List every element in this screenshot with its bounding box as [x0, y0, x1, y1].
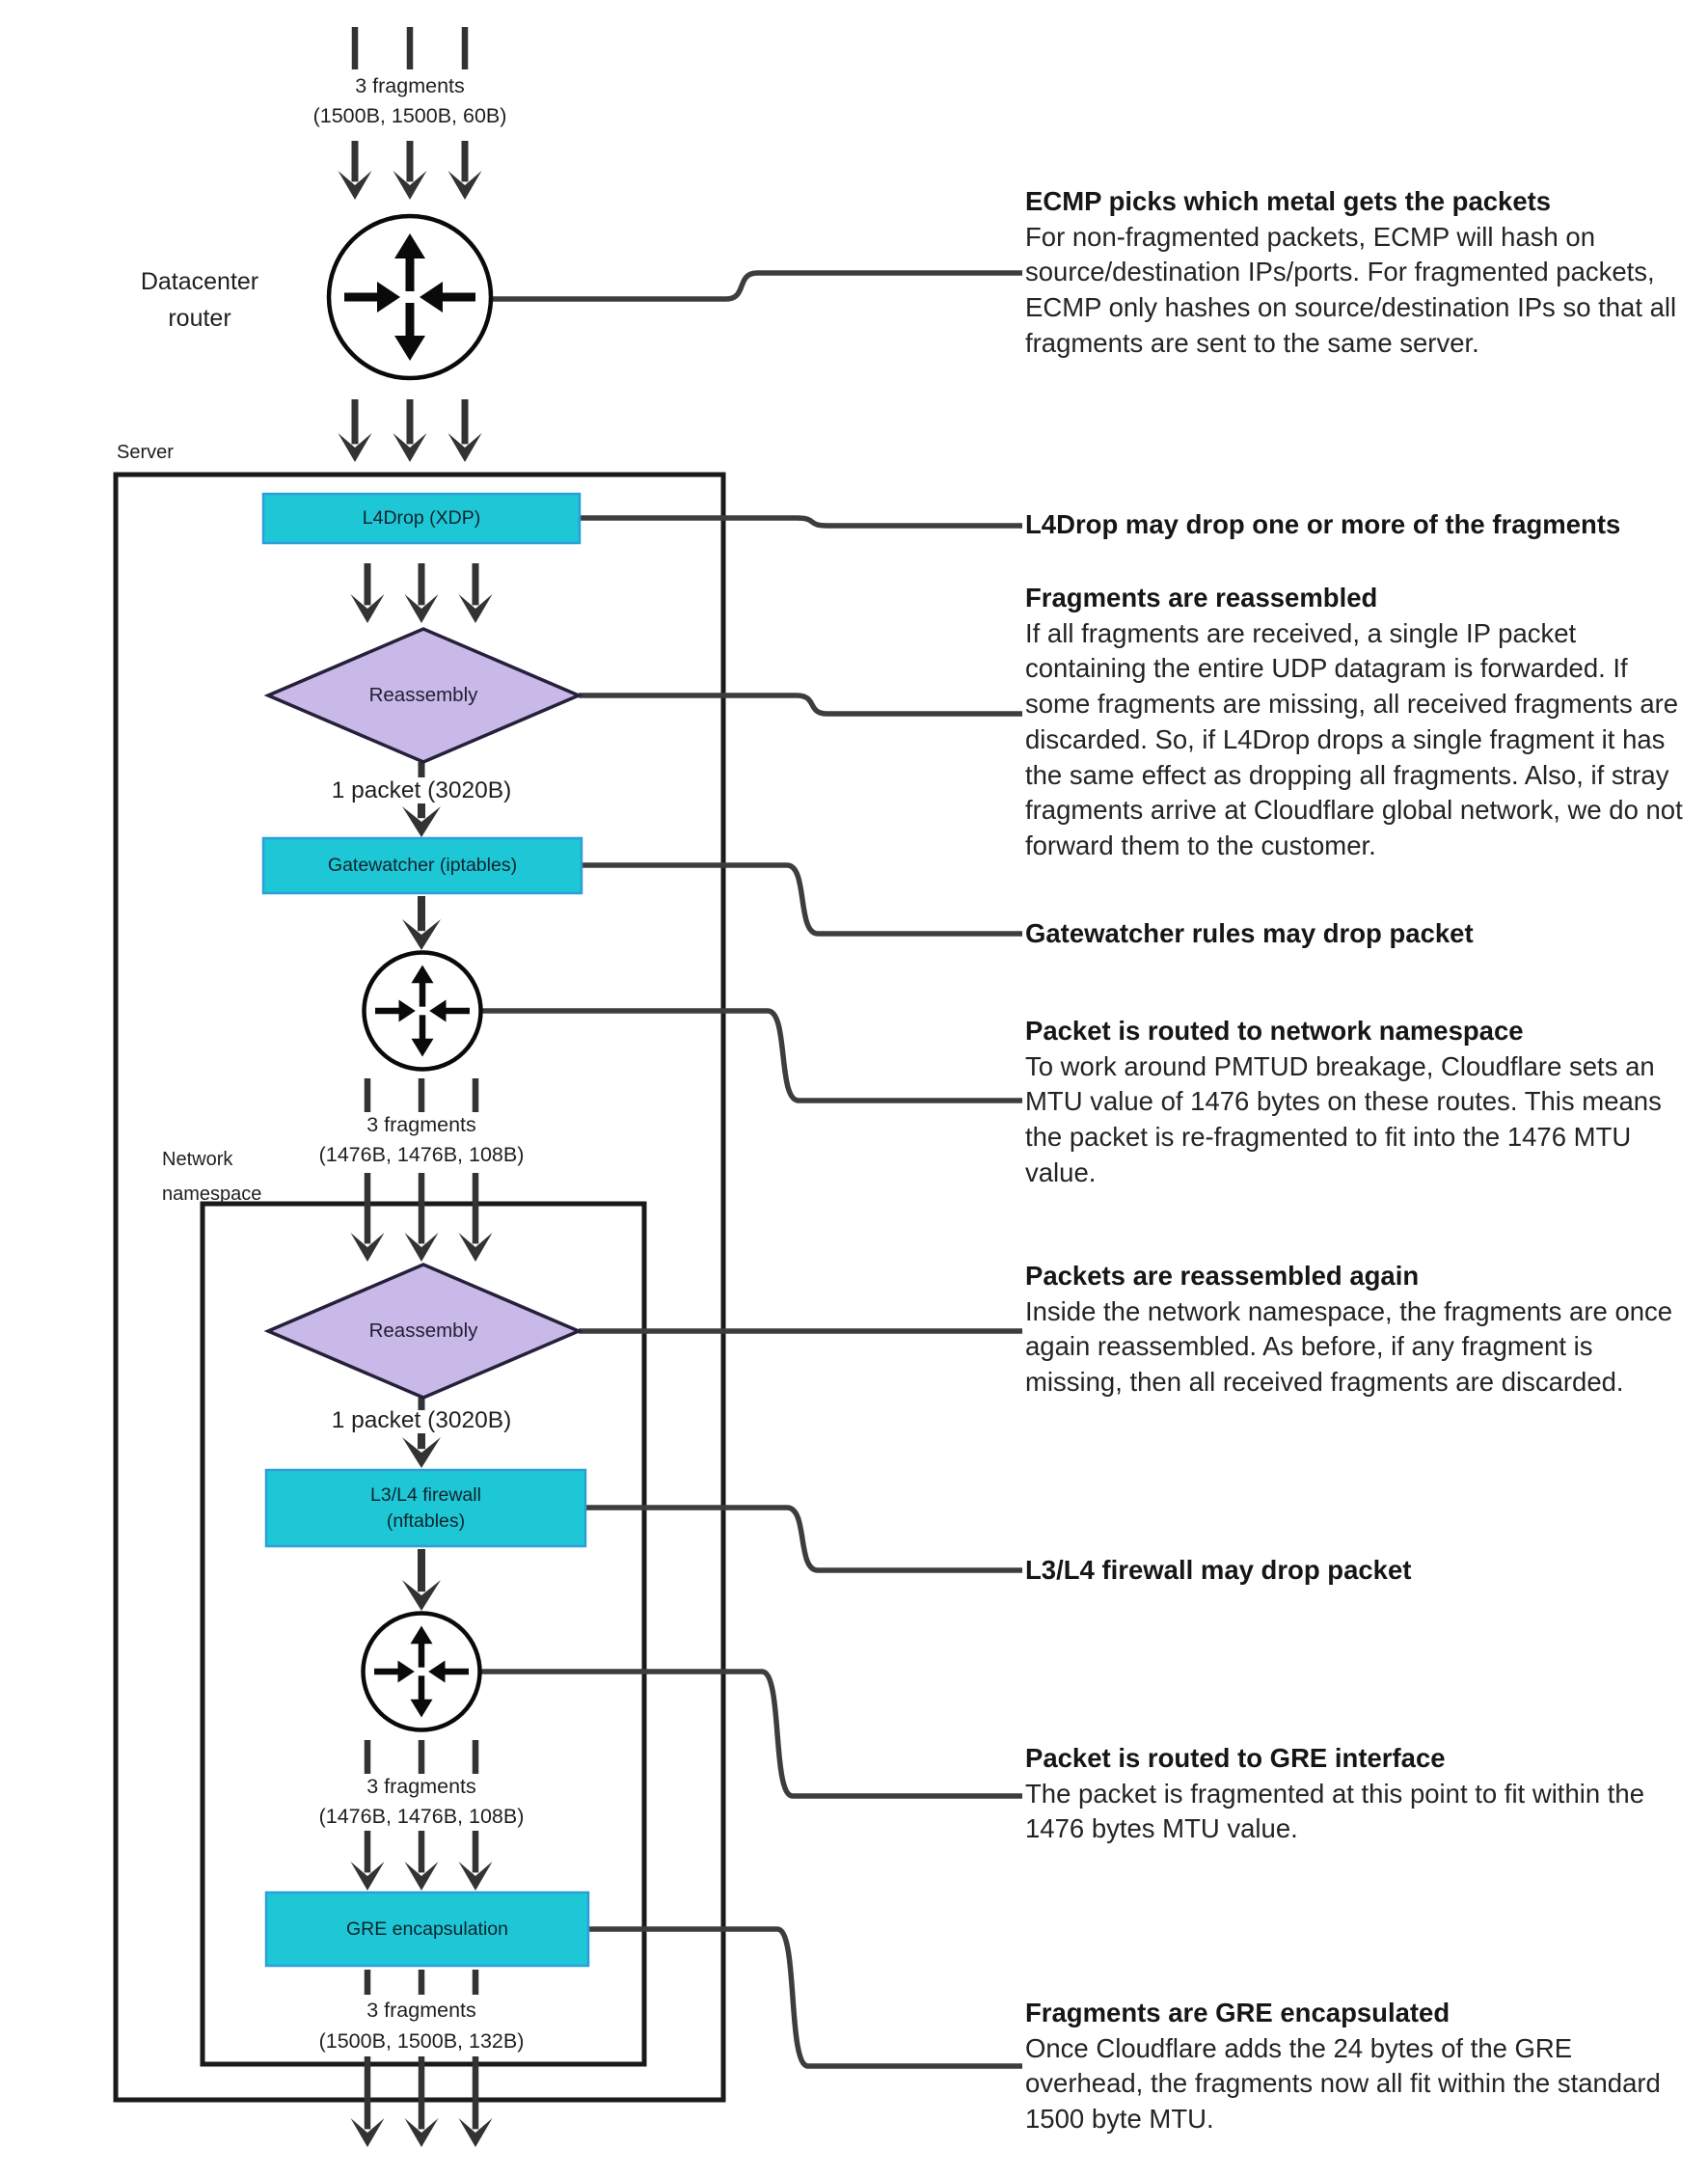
- connector-reassembly-1: [579, 695, 1022, 714]
- netns-route-router-icon: [365, 953, 481, 1070]
- datacenter-router-icon: [329, 216, 491, 378]
- stub-reassembly-1: [419, 762, 425, 777]
- gre-routed-caption-line1: 3 fragments: [366, 1775, 476, 1798]
- reassembly-1-label: Reassembly: [368, 684, 478, 706]
- annotation-l4drop: [1025, 507, 1693, 543]
- l3l4-firewall-label-line2: (nftables): [386, 1510, 466, 1532]
- arrows-into-router: [339, 141, 482, 200]
- datacenter-router-label: Datacenter router: [140, 268, 259, 332]
- arrows-l4drop-to-reassembly: [351, 563, 493, 623]
- reassembly-2-label: Reassembly: [368, 1320, 478, 1342]
- output-fragment-ticks: [365, 1970, 479, 1995]
- annotation-heading: L3/L4 firewall may drop packet: [1025, 1555, 1412, 1585]
- annotation-l3l4: [1025, 1553, 1693, 1589]
- annotation-body: For non-fragmented packets, ECMP will hash on source/destination IPs/ports. For fragmented packets, ECMP only hashes on source/destination IPs so that all fragments are sent to the same server.: [1025, 221, 1677, 358]
- gre-route-router-icon: [364, 1614, 480, 1730]
- annotation-reassembled-again: [1025, 1259, 1693, 1401]
- arrow-gatewatcher-to-router: [402, 896, 441, 950]
- annotation-routed-gre: [1025, 1741, 1693, 1847]
- output-fragments-caption-line2: (1500B, 1500B, 132B): [318, 2029, 525, 2053]
- arrow-packet-to-gatewatcher: [402, 803, 441, 837]
- connector-l4drop: [580, 518, 1022, 526]
- routed-fragments-caption-line1: 3 fragments: [366, 1113, 476, 1136]
- annotation-gatewatcher: [1025, 916, 1693, 952]
- input-fragment-ticks: [352, 27, 469, 69]
- annotation-heading: Packet is routed to GRE interface: [1025, 1743, 1446, 1773]
- arrows-into-gre: [351, 1831, 493, 1891]
- l4drop-box-label: L4Drop (XDP): [362, 507, 481, 529]
- annotation-reassembled: [1025, 581, 1693, 864]
- routed-fragment-ticks: [365, 1078, 479, 1112]
- annotation-body: The packet is fragmented at this point to fit within the 1476 bytes MTU value.: [1025, 1778, 1645, 1844]
- connector-route-netns: [481, 1011, 1022, 1101]
- annotation-heading: Gatewatcher rules may drop packet: [1025, 918, 1474, 948]
- input-fragments-caption-line2: (1500B, 1500B, 60B): [312, 104, 507, 127]
- routed-fragments-caption-line2: (1476B, 1476B, 108B): [318, 1143, 525, 1166]
- annotation-body: Inside the network namespace, the fragments are once again reassembled. As before, if any fragment is missing, then all received fragments are discarded.: [1025, 1295, 1673, 1398]
- gre-routed-fragment-ticks: [365, 1740, 479, 1774]
- annotation-ecmp: [1025, 184, 1693, 362]
- annotation-gre-encapsulated: [1025, 1996, 1693, 2137]
- arrows-into-server: [339, 399, 482, 462]
- annotation-body: If all fragments are received, a single IP packet containing the entire UDP datagram is forwarded. If some fragments are missing, all received fragments are discarded. So, if L4Drop drops a single fragment it has the same effect as dropping all fragments. Also, if stray fragments arrive at Cloudflare global network, we do not forward them to the customer.: [1025, 617, 1683, 860]
- input-fragments-caption-line1: 3 fragments: [355, 74, 465, 97]
- connector-l3l4: [585, 1508, 1022, 1570]
- arrow-packet-to-l3l4: [402, 1433, 441, 1468]
- annotation-heading: Fragments are GRE encapsulated: [1025, 1998, 1450, 2027]
- annotation-heading: Packets are reassembled again: [1025, 1261, 1420, 1291]
- annotation-heading: Fragments are reassembled: [1025, 583, 1378, 612]
- packet-2-caption: 1 packet (3020B): [331, 1407, 512, 1433]
- output-fragments-caption-line1: 3 fragments: [366, 1999, 476, 2022]
- annotation-heading: ECMP picks which metal gets the packets: [1025, 186, 1552, 216]
- l3l4-firewall-box-label: [266, 1470, 585, 1546]
- network-namespace-label: Network namespace: [162, 1149, 262, 1205]
- gre-box-label: GRE encapsulation: [345, 1918, 509, 1940]
- annotation-body: To work around PMTUD breakage, Cloudflare sets an MTU value of 1476 bytes on these routes. This means the packet is re-fragmented to fit into the 1476 MTU value.: [1025, 1050, 1662, 1187]
- gatewatcher-box-label: Gatewatcher (iptables): [327, 855, 518, 876]
- gre-routed-caption-line2: (1476B, 1476B, 108B): [318, 1805, 525, 1828]
- annotation-heading: L4Drop may drop one or more of the fragments: [1025, 509, 1621, 539]
- l3l4-firewall-label-line1: L3/L4 firewall: [370, 1483, 481, 1506]
- annotation-routed-netns: [1025, 1014, 1693, 1191]
- packet-1-caption: 1 packet (3020B): [331, 777, 512, 803]
- arrow-l3l4-to-router: [402, 1549, 441, 1611]
- annotation-heading: Packet is routed to network namespace: [1025, 1016, 1524, 1046]
- arrows-into-namespace: [351, 1173, 493, 1262]
- annotation-body: Once Cloudflare adds the 24 bytes of the GRE overhead, the fragments now all fit within the standard 1500 byte MTU.: [1025, 2032, 1661, 2135]
- connector-gatewatcher: [582, 865, 1022, 934]
- server-label: Server: [117, 442, 174, 463]
- connector-ecmp: [491, 273, 1022, 299]
- connector-gre-encap: [588, 1929, 1022, 2066]
